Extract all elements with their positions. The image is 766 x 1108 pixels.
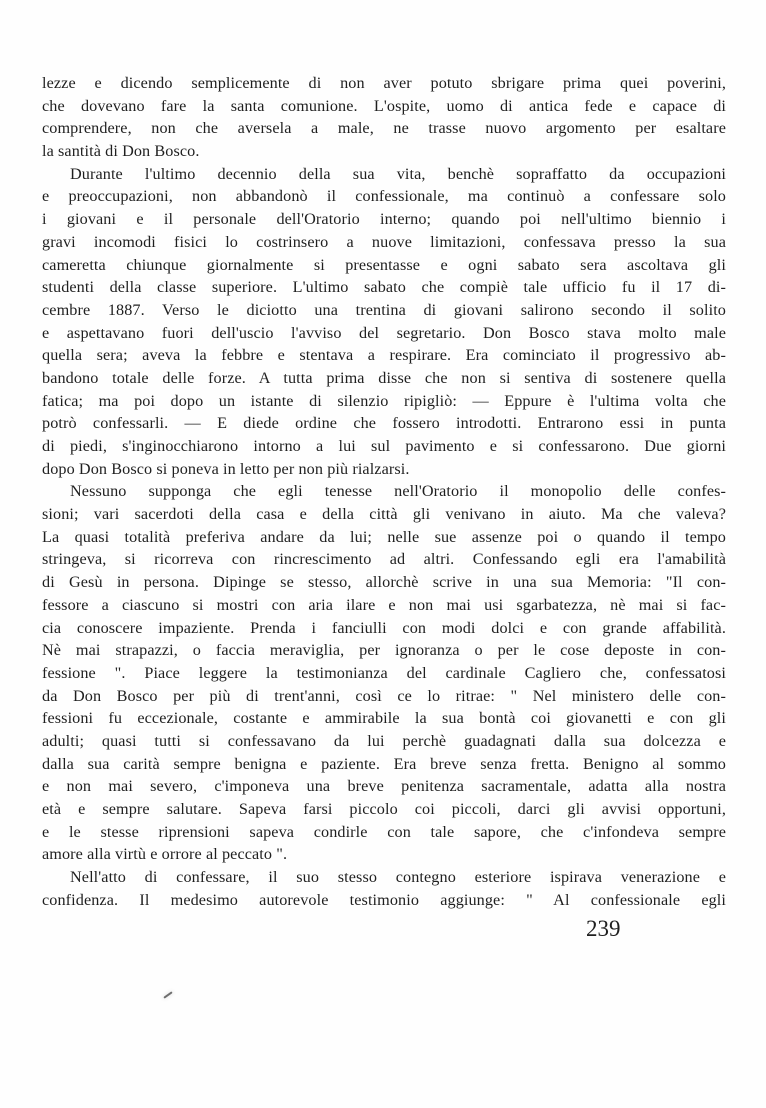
text-line: Nell'atto di confessare, il suo stesso contegno esteriore ispirava venerazione e: [70, 868, 726, 887]
text-line: da Don Bosco per più di trent'anni, così ce lo ritrae: " Nel ministero delle con-: [42, 686, 726, 705]
text-line: comprendere, non che aversela a male, ne trasse nuovo argomento per esaltare: [42, 119, 726, 138]
text-line: fessione ". Piace leggere la testimonianza del cardinale Cagliero che, confessatosi: [42, 663, 726, 682]
text-line: e le stesse riprensioni sapeva condirle con tale sapore, che c'infondeva sempre: [42, 822, 726, 841]
text-line: confidenza. Il medesimo autorevole testimonio aggiunge: " Al confessionale egli: [42, 890, 726, 909]
text-line: i giovani e il personale dell'Oratorio interno; quando poi nell'ultimo biennio i: [42, 210, 726, 229]
text-line: e aspettavano fuori dell'uscio l'avviso del segretario. Don Bosco stava molto male: [42, 323, 726, 342]
text-line: La quasi totalità preferiva andare da lui; nelle sue assenze poi o quando il tempo: [42, 527, 726, 546]
smudge-mark: [163, 991, 172, 998]
text-line: bandono totale delle forze. A tutta prima disse che non si sentiva di sostenere quella: [42, 368, 726, 387]
text-line: la santità di Don Bosco.: [42, 142, 200, 161]
text-line: stringeva, si ricorreva con rincrescimento ad altri. Confessando egli era l'amabilità: [42, 550, 726, 569]
text-line: adulti; quasi tutti si confessavano da lui perchè guadagnati dalla sua dolcezza e: [42, 731, 726, 750]
text-line: di Gesù in persona. Dipinge se stesso, allorchè scrive in una sua Memoria: "Il con-: [42, 573, 726, 592]
text-line: cembre 1887. Verso le diciotto una trentina di giovani salirono secondo il solito: [42, 300, 726, 319]
text-line: studenti della classe superiore. L'ultimo sabato che compiè tale ufficio fu il 17 di-: [42, 278, 726, 297]
text-line: cia conoscere impaziente. Prenda i fanciulli con modi dolci e con grande affabilità.: [42, 618, 726, 637]
text-line: di piedi, s'inginocchiarono intorno a lui sul pavimento e si confessarono. Due giorni: [42, 437, 726, 455]
text-line: Nè mai strapazzi, o faccia meraviglia, per ignoranza o per le cose deposte in con-: [42, 641, 726, 660]
text-line: gravi incomodi fisici lo costrinsero a nuove limitazioni, confessava presso la sua: [42, 232, 726, 251]
text-line: sioni; vari sacerdoti della casa e della città gli venivano in aiuto. Ma che valeva?: [42, 505, 726, 524]
body-text: [42, 72, 726, 911]
text-line: fessioni fu eccezionale, costante e ammirabile la sua bontà coi giovanetti e con gli: [42, 709, 726, 728]
text-line: quella sera; aveva la febbre e stentava a respirare. Era cominciato il progressivo ab-: [42, 346, 726, 365]
paragraph: [42, 480, 726, 866]
text-line: e non mai severo, c'imponeva una breve penitenza sacramentale, adatta alla nostra: [42, 777, 726, 796]
text-line: cameretta chiunque giornalmente si presentasse e ogni sabato sera ascoltava gli: [42, 255, 726, 274]
text-line: dalla sua carità sempre benigna e paziente. Era breve senza fretta. Benigno al sommo: [42, 754, 726, 773]
paragraph: [42, 163, 726, 481]
paragraph: [42, 72, 726, 163]
text-line: potrò confessarli. — E diede ordine che fossero introdotti. Entrarono essi in punta: [42, 414, 726, 433]
text-line: Nessuno supponga che egli tenesse nell'Oratorio il monopolio delle confes-: [70, 482, 726, 501]
text-line: e preoccupazioni, non abbandonò il confessionale, ma continuò a confessare solo: [42, 187, 726, 206]
page-number: 239: [586, 916, 621, 941]
text-line: fatica; ma poi dopo un istante di silenzio ripigliò: — Eppure è l'ultima volta che: [42, 391, 726, 410]
text-line: Durante l'ultimo decennio della sua vita, benchè sopraffatto da occupazioni: [70, 164, 726, 183]
text-line: amore alla virtù e orrore al peccato ".: [42, 845, 288, 864]
paragraph: [42, 866, 726, 911]
text-line: fessore a ciascuno si mostri con aria ilare e non mai usi sgarbatezza, nè mai si fac-: [42, 595, 726, 614]
text-line: dopo Don Bosco si poneva in letto per non più rialzarsi.: [42, 459, 410, 478]
text-line: età e sempre salutare. Sapeva farsi piccolo coi piccoli, darci gli avvisi opportuni,: [42, 800, 726, 818]
text-line: lezze e dicendo semplicemente di non aver potuto sbrigare prima quei poverini,: [42, 74, 726, 92]
text-line: che dovevano fare la santa comunione. L'ospite, uomo di antica fede e capace di: [42, 96, 726, 115]
